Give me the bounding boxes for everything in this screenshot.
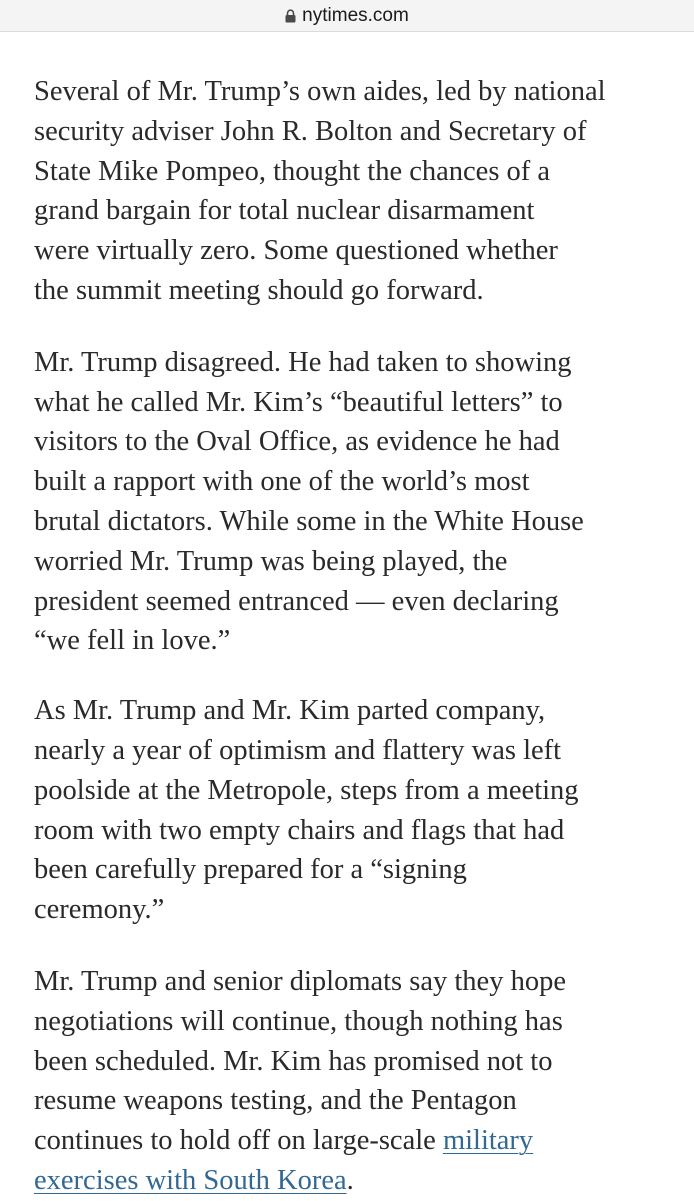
lock-icon [285, 9, 296, 23]
article-body [34, 72, 674, 1201]
article-paragraph: As Mr. Trump and Mr. Kim parted company, nearly a year of optimism and flattery was left poolside at the Metropole, steps from a meeting room with two empty chairs and flags that had been carefully prepared for a “signing ceremony.” [34, 695, 579, 926]
address-bar[interactable] [0, 0, 694, 32]
article-paragraph: Several of Mr. Trump’s own aides, led by national security adviser John R. Bolton and Secretary of State Mike Pompeo, thought the chances of a grand bargain for total nuclear disarmament were virtually zero. Some questioned whether the summit meeting should go forward. [34, 76, 606, 306]
url-text[interactable]: nytimes.com [302, 4, 409, 26]
address-display[interactable] [285, 5, 409, 27]
paragraph-text-end: . [346, 1164, 354, 1196]
military-exercises-link[interactable]: military exercises with South Korea [34, 1125, 534, 1196]
article-paragraph-with-link [34, 962, 674, 1201]
paragraph-text: Mr. Trump and senior diplomats say they hope negotiations will continue, though nothing has been scheduled. Mr. Kim has promised not to resume weapons testing, and the Pentagon continues to hold off on large-scale [34, 965, 566, 1157]
article-paragraph: Mr. Trump disagreed. He had taken to showing what he called Mr. Kim’s “beautiful letters” to visitors to the Oval Office, as evidence he had built a rapport with one of the world’s most brutal dictators. While some in the White House worried Mr. Trump was being played, the president seemed entranced — even declaring “we fell in love.” [34, 346, 584, 657]
